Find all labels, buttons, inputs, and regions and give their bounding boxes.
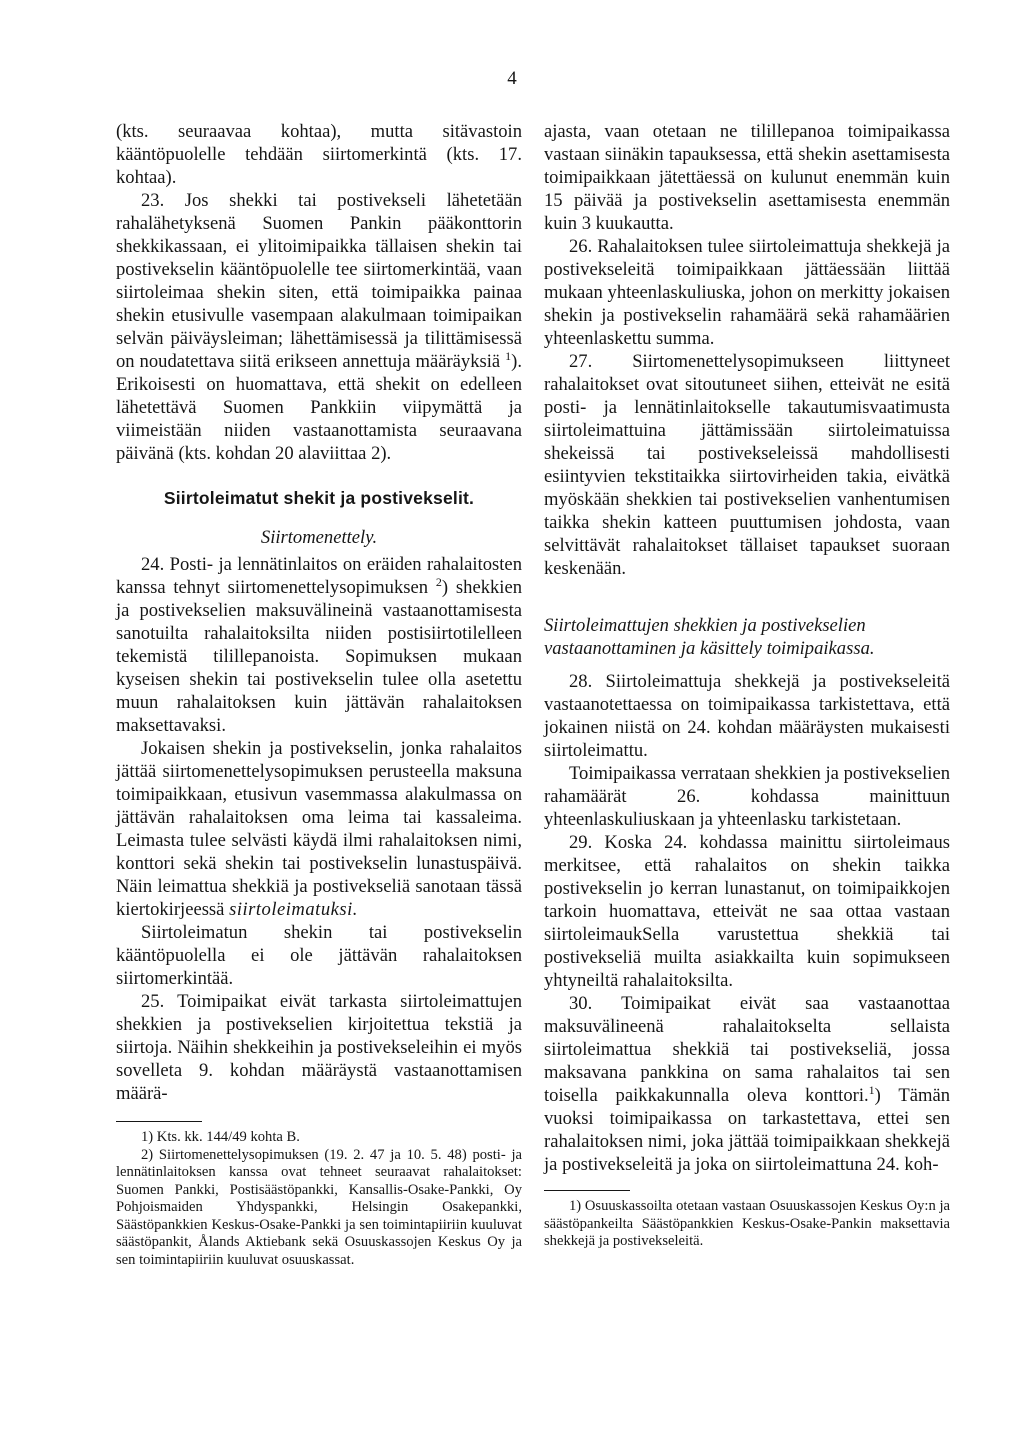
paragraph-24-c-text: Jokaisen shekin ja postivekselin, jonka rahalaitos jättää siirtomenettelysopimuksen perusteella maksuna toimipaikkaan, etusivun vasemmassa alakulmassa on jättävän rahalaitoksen oma leima tai kassaleima. Leimasta tulee selvästi käydä ilmi rahalaitoksen nimi, konttori sekä shekin tai postivekselin lunastuspäivä. Näin leimattua shekkiä ja postivekseliä sanotaan tässä kiertokirjeessä xyxy=(116,738,522,920)
footnote-rule-right xyxy=(544,1190,630,1191)
paragraph-24: 24. Posti- ja lennätinlaitos on eräiden rahalaitosten kanssa tehnyt siirtomenettelysopimuksen $^2$) shekkien ja postivekselien maksuvälineinä vastaanottamisesta sanotuilta rahalaitoksilta niiden postisiirtotilelleen tekemistä tilillepanoista. Sopimuksen mukaan kyseisen shekin tai postivekselin tulee olla asetettu muun rahalaitoksen kuin jättävän rahalaitoksen maksettavaksi. xyxy=(116,554,523,736)
footnotes-left xyxy=(116,1129,522,1269)
footnote-1: 1) Kts. kk. 144/49 kohta B. xyxy=(141,1129,300,1145)
footnote-ref-right-1: 1 xyxy=(868,1082,875,1097)
term-siirtoleimatuksi: siirtoleimatuksi. xyxy=(229,899,358,920)
paragraph-24-text-a: 24. Posti- ja lennätinlaitos on eräiden rahalaitosten kanssa tehnyt siirtomenettelysopimuksen xyxy=(116,554,522,598)
footnote-2: 2) Siirtomenettelysopimuksen (19. 2. 47 ja 10. 5. 48) posti- ja lennätinlaitoksen kanssa ovat tehneet seuraavat rahalaitokset: Suomen Pankki, Postisäästöpankki, Kansallis-Osake-Pankki, Oy Pohjoismaiden Yhdyspankki, Helsingin Osakepankki, Säästöpankkien Keskus-Osake-Pankki ja sen toimintapiiriin kuuluvat säästöpankit, Ålands Aktiebank sekä Osuuskassojen Keskus Oy ja sen toimintapiiriin kuuluvat osuuskassat. xyxy=(116,1146,522,1268)
paragraph-28-b: Toimipaikassa verrataan shekkien ja postivekselien rahamäärät 26. kohdassa mainittuun yhteenlaskuliuskaan ja yhteenlasku tarkistetaan. xyxy=(544,763,950,830)
paragraph-28: 28. Siirtoleimattuja shekkejä ja postivekseleitä vastaanotettaessa on toimipaikassa tarkistettava, että jokainen niistä on 24. kohdan määräysten mukaisesti siirtoleimattu. xyxy=(544,671,950,761)
paragraph-24-c xyxy=(116,737,522,921)
left-column xyxy=(116,120,522,1269)
paragraph-29: 29. Koska 24. kohdassa mainittu siirtoleimaus merkitsee, että rahalaitos on shekin taikka postivekselin jo kerran lunastanut, on toimipaikkojen tarkoin huomattava, etteivät ne saa ottaa vastaan siirtoleimaukSella varustettua shekkiä tai postivekseliä muilta asiakkailta kuin sopimukseen yhtyneiltä rahalaitoksilta. xyxy=(544,832,950,991)
section-subheading: Siirtomenettely. xyxy=(260,527,378,548)
paragraph-30: 30. Toimipaikat eivät saa vastaanottaa maksuvälineenä rahalaitokselta sellaista siirtoleimattua shekkiä tai postivekseliä, jossa maksavana pankkina on sama rahalaitos tai sen toisella paikkakunnalla oleva konttori.$^1$) Tämän vuoksi toimipaikassa on tarkastettava, ettei sen rahalaitoksen nimi, joka jättää toimipaikkaan shekkejä ja postivekseleitä ja joka on siirtoleimattuna 24. koh- xyxy=(544,993,951,1175)
section-heading: Siirtoleimatut shekit ja postivekselit. xyxy=(163,488,475,508)
right-column xyxy=(544,120,950,1251)
paragraph-27: 27. Siirtomenettelysopimukseen liittyneet rahalaitokset ovat sitoutuneet siihen, etteivät ne esitä posti- ja lennätinlaitokselle takautumisvaatimusta siirtoleimattuina jättämissään siirtoleimatuissa shekeissä tai postivekseleissä mahdollisesti esiintyvien tekstitaikka siirtovirheiden takia, eivätkä myöskään shekkien tai postivekselien vanhentumisen taikka shekin katteen puuttumisen johdosta, vaan selvittävät rahalaitokset tällaiset tapaukset suoraan keskenään. xyxy=(544,351,950,579)
footnote-ref-2: 2 xyxy=(435,574,442,589)
paragraph-30-tail: Tämän vuoksi toimipaikassa on tarkastettava, ettei sen rahalaitoksen nimi, joka jättää toimipaikkaan shekkejä ja postivekseleitä ja joka on siirtoleimattuna 24. koh- xyxy=(544,1085,951,1175)
paragraph-24-text-b: shekkien ja postivekselien maksuvälineinä vastaanottamisesta sanotuilta rahalaitoksilta niiden postisiirtotilelleen tekemistä tilillepanoista. Sopimuksen mukaan kyseisen shekin tai postivekselin tulee olla asetettu muun rahalaitoksen kuin jättävän rahalaitoksen maksettavaksi. xyxy=(116,577,523,736)
paragraph-continuation-right: ajasta, vaan otetaan ne tilillepanoa toimipaikassa vastaan siinäkin tapauksessa, että shekin asettamisesta toimipaikkaan jätettäessä on kulunut enemmän kuin 15 päivää ja postivekselin asettamisesta enemmän kuin 3 kuukautta. xyxy=(544,121,950,234)
footnote-right-1: 1) Osuuskassoilta otetaan vastaan Osuuskassojen Keskus Oy:n ja säästöpankeilta Säästöpankkien Keskus-Osake-Pankin maksettavia shekkejä ja postivekseleitä. xyxy=(544,1198,950,1249)
paragraph-23-text: 23. Jos shekki tai postivekseli lähetetään rahalähetyksenä Suomen Pankin pääkonttorin shekkikassaan, ei ylitoimipaikka tällaisen shekin tai postivekselin kääntöpuolelle tee siirtomerkintää, vaan siirtoleimaa shekin siten, että toimipaikka painaa shekin etusivulle vasempaan alakulmaan toimipaikan selvän päiväysleiman; lähettämisessä ja tilittämisessä on noudatettava siitä erikseen annettuja määräyksiä xyxy=(116,190,522,372)
paragraph-26: 26. Rahalaitoksen tulee siirtoleimattuja shekkejä ja postivekseleitä toimipaikkaan jättäessään liittää mukaan yhteenlaskuliuska, johon on merkitty jokaisen shekin ja postivekselin rahamäärä sekä rahamäärien yhteenlaskettu summa. xyxy=(544,236,950,349)
paragraph-24-d: Siirtoleimatun shekin tai postivekselin kääntöpuolella ei ole jättävän rahalaitoksen siirtomerkintää. xyxy=(116,922,522,989)
page-number: 4 xyxy=(507,68,517,89)
section-subheading-right: Siirtoleimattujen shekkien ja postivekselien vastaanottaminen ja käsittely toimipaikassa. xyxy=(544,615,875,659)
paragraph-25: 25. Toimipaikat eivät tarkasta siirtoleimattujen shekkien ja postivekselien kirjoitettua tekstiä ja siirtoja. Näihin shekkeihin ja postivekseleihin ei myös sovelleta 9. kohdan määräystä vastaanottamisen määrä- xyxy=(116,991,522,1104)
paragraph-23: 23. Jos shekki tai postivekseli lähetetään rahalähetyksenä Suomen Pankin pääkonttorin shekkikassaan, ei ylitoimipaikka tällaisen shekin tai postivekselin kääntöpuolelle tee siirtomerkintää, vaan siirtoleimaa shekin siten, että toimipaikka painaa shekin etusivulle vasempaan alakulmaan toimipaikan selvän päiväysleiman; lähettämisessä ja tilittämisessä on noudatettava siitä erikseen annettuja määräyksiä $^1$). Erikoisesti on huomattava, että shekit on edelleen lähetettävä Suomen Pankkiin viipymättä ja viimeistään niiden vastaanottamista seuraavana päivänä (kts. kohdan 20 alaviittaa 2). xyxy=(116,190,522,464)
paragraph-continuation: (kts. seuraavaa kohtaa), mutta sitävastoin kääntöpuolelle tehdään siirtomerkintä (kts. 17. kohtaa). xyxy=(116,121,522,188)
footnote-rule xyxy=(116,1121,202,1122)
footnote-ref-1: 1 xyxy=(505,348,512,363)
footnotes-right xyxy=(544,1198,950,1251)
paragraph-30-text: 30. Toimipaikat eivät saa vastaanottaa maksuvälineenä rahalaitokselta sellaista siirtoleimattua shekkiä tai postivekseliä, jossa maksavana pankkina on sama rahalaitos tai sen toisella paikkakunnalla oleva konttori. xyxy=(544,993,950,1106)
paragraph-23-tail: . Erikoisesti on huomattava, että shekit on edelleen lähetettävä Suomen Pankkiin viipymättä ja viimeistään niiden vastaanottamista seuraavana päivänä (kts. kohdan 20 alaviittaa 2). xyxy=(116,351,522,464)
